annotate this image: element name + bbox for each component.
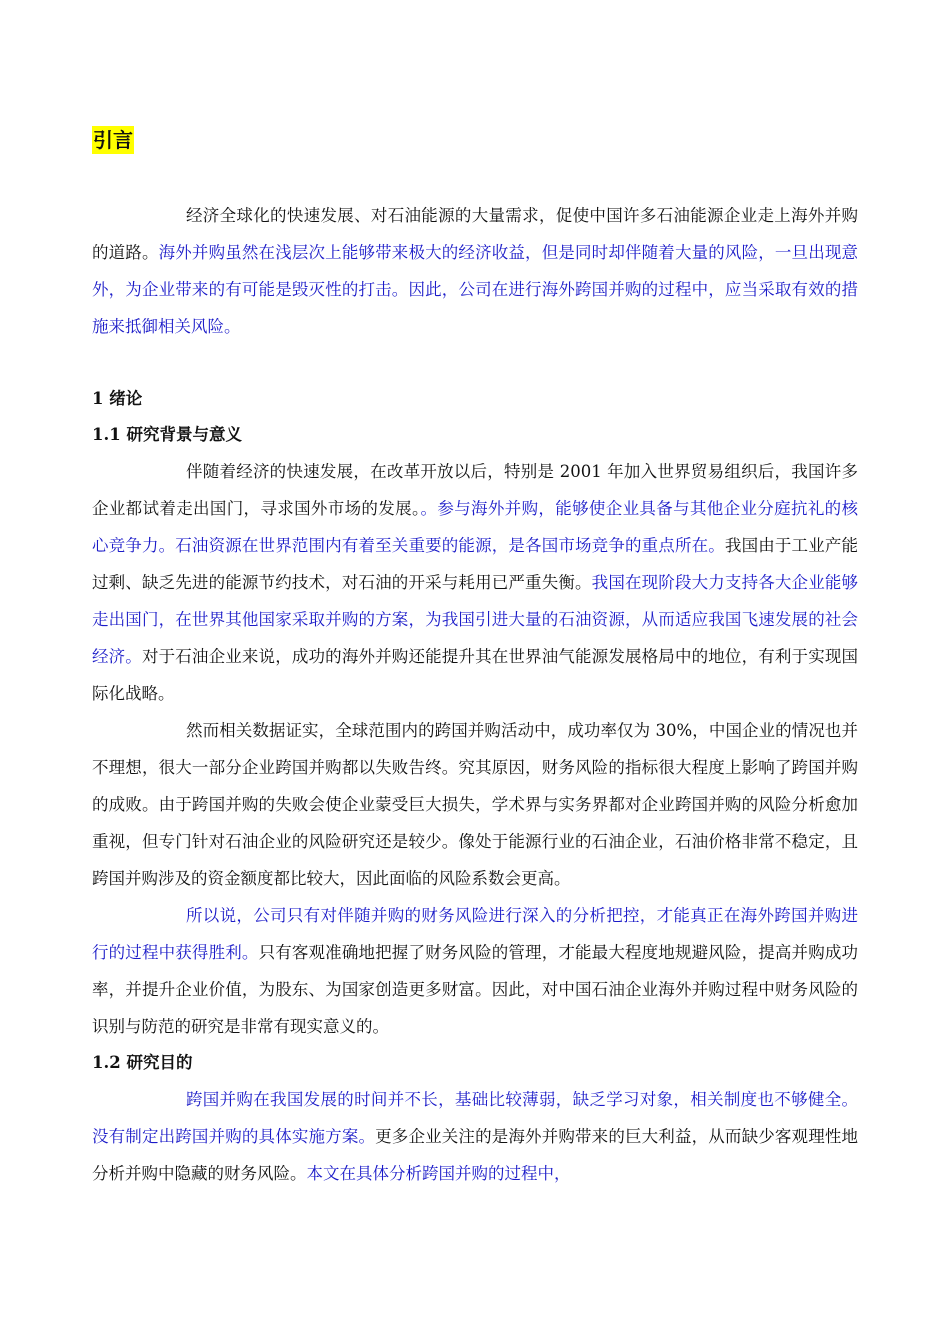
text-run: 我国由于工业产能过剩、缺乏先进的能源节约技术，对石油的开采与耗用已严重失衡。 [92, 536, 859, 592]
paragraph [92, 897, 858, 1045]
section-heading-1-1: 1.1 研究背景与意义 [92, 425, 242, 444]
text-run: 更多企业关注的是海外并购带来的巨大利益，从而缺少客观理性地分析并购中隐藏的财务风险。 [92, 1127, 859, 1183]
highlighted-text-run: 。参与海外并购，能够使企业具备与其他企业分庭抗礼的核心竞争力。石油资源在世界范围内有着至关重要的能源，是各国市场竞争的重点所在。 [92, 499, 859, 555]
highlighted-text-run: 我国在现阶段大力支持各大企业能够走出国门，在世界其他国家采取并购的方案，为我国引进大量的石油资源，从而适应我国飞速发展的社会经济。 [92, 573, 859, 666]
highlighted-text-run: 本文在具体分析跨国并购的过程中， [306, 1164, 571, 1183]
highlighted-text-run: 所以说，公司只有对伴随并购的财务风险进行深入的分析把控，才能真正在海外跨国并购进行的过程中获得胜利。 [92, 906, 858, 962]
text-run: 对于石油企业来说，成功的海外并购还能提升其在世界油气能源发展格局中的地位，有利于实现国际化战略。 [92, 647, 859, 703]
highlighted-text-run: 跨国并购在我国发展的时间并不长，基础比较薄弱，缺乏学习对象，相关制度也不够健全。没有制定出跨国并购的具体实施方案。 [92, 1090, 858, 1146]
paragraph [92, 1081, 858, 1192]
document-body [92, 197, 858, 1192]
text-run: 伴随着经济的快速发展，在改革开放以后，特别是 2001 年加入世界贸易组织后，我国许多企业都试着走出国门，寻求国外市场的发展。 [92, 462, 858, 518]
text-run: 经济全球化的快速发展、对石油能源的大量需求，促使中国许多石油能源企业走上海外并购的道路。 [92, 206, 858, 262]
chapter-heading: 1 绪论 [92, 389, 143, 408]
paragraph: 然而相关数据证实，全球范围内的跨国并购活动中，成功率仅为 30%，中国企业的情况也并不理想，很大一部分企业跨国并购都以失败告终。究其原因，财务风险的指标很大程度上影响了跨国并购的成败。由于跨国并购的失败会使企业蒙受巨大损失，学术界与实务界都对企业跨国并购的风险分析愈加重视，但专门针对石油企业的风险研究还是较少。像处于能源行业的石油企业，石油价格非常不稳定，且跨国并购涉及的资金额度都比较大，因此面临的风险系数会更高。 [92, 721, 858, 888]
section-heading-1-2: 1.2 研究目的 [92, 1053, 193, 1072]
text-run: 只有客观准确地把握了财务风险的管理，才能最大程度地规避风险，提高并购成功率，并提升企业价值，为股东、为国家创造更多财富。因此，对中国石油企业海外并购过程中财务风险的识别与防范的研究是非常有现实意义的。 [92, 943, 859, 1036]
intro-heading: 引言 [93, 128, 133, 152]
highlighted-text-run: 海外并购虽然在浅层次上能够带来极大的经济收益，但是同时却伴随着大量的风险，一旦出现意外，为企业带来的有可能是毁灭性的打击。因此，公司在进行海外跨国并购的过程中，应当采取有效的措施来抵御相关风险。 [92, 243, 859, 336]
intro-paragraph [92, 197, 858, 345]
paragraph [92, 453, 858, 712]
